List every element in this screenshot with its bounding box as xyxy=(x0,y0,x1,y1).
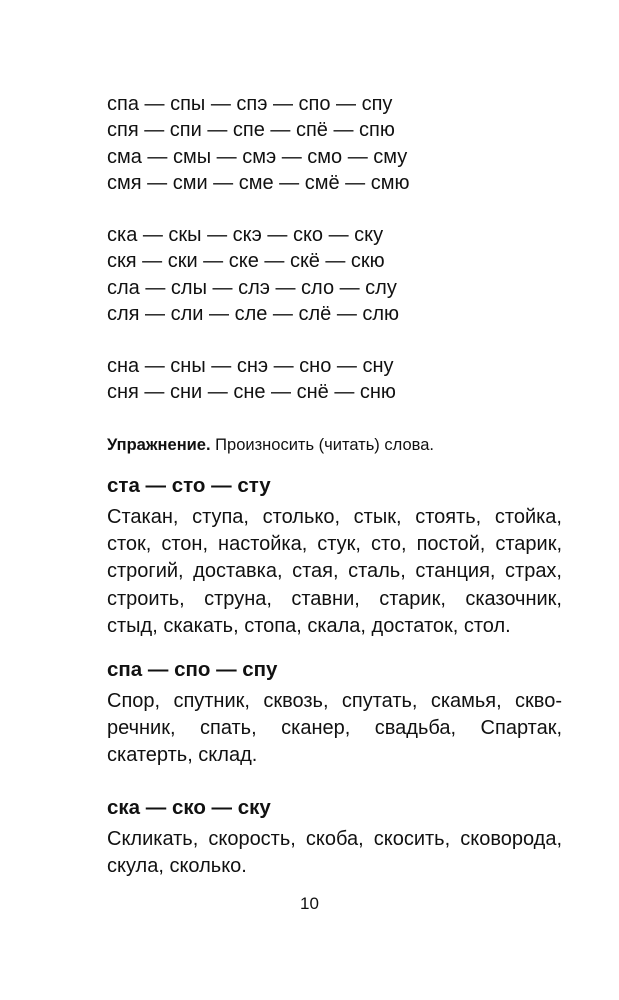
word-section-ska xyxy=(107,794,562,880)
syllable-line: сня — сни — сне — снё — сню xyxy=(107,381,396,404)
syllable-group-1 xyxy=(107,91,409,196)
word-section-spa xyxy=(107,656,562,770)
word-list: Скликать, скорость, скоба, скосить, сковорода, скула, сколько. xyxy=(107,828,562,878)
syllable-line: смя — сми — сме — смё — смю xyxy=(107,171,410,194)
word-section-sta xyxy=(107,472,562,640)
section-heading: ска — ско — ску xyxy=(107,796,271,819)
word-list: Стакан, ступа, столько, стык, стоять, стойка, сток, стон, настойка, стук, сто, постой, старик, строгий, доставка, стая, сталь, станция, страх, строить, струна, ставни, старик, сказочник, стыд, скакать, стопа, скала, достаток, стол. xyxy=(107,506,562,637)
syllable-line: спя — спи — спе — спё — спю xyxy=(107,119,395,142)
section-heading: спа — спо — спу xyxy=(107,658,278,681)
syllable-group-3 xyxy=(107,353,396,406)
page-number: 10 xyxy=(300,894,319,913)
exercise-instruction xyxy=(107,433,434,457)
syllable-line: сля — сли — сле — слё — слю xyxy=(107,302,400,325)
syllable-line: скя — ски — ске — скё — скю xyxy=(107,250,385,273)
syllable-line: сла — слы — слэ — сло — слу xyxy=(107,276,397,299)
exercise-label: Упражнение. xyxy=(107,436,211,454)
syllable-line: спа — спы — спэ — спо — спу xyxy=(107,93,393,115)
syllable-line: сма — смы — смэ — смо — сму xyxy=(107,145,408,168)
syllable-line: ска — скы — скэ — ско — ску xyxy=(107,224,384,246)
syllable-line: сна — сны — снэ — сно — сну xyxy=(107,355,394,377)
syllable-group-2 xyxy=(107,222,399,327)
exercise-text: Произносить (читать) слова. xyxy=(215,436,434,454)
section-heading: ста — сто — сту xyxy=(107,474,271,497)
word-list: Спор, спутник, сквозь, спутать, скамья, скворечник, спать, сканер, свадьба, Спартак, скатерть, склад. xyxy=(107,690,562,767)
